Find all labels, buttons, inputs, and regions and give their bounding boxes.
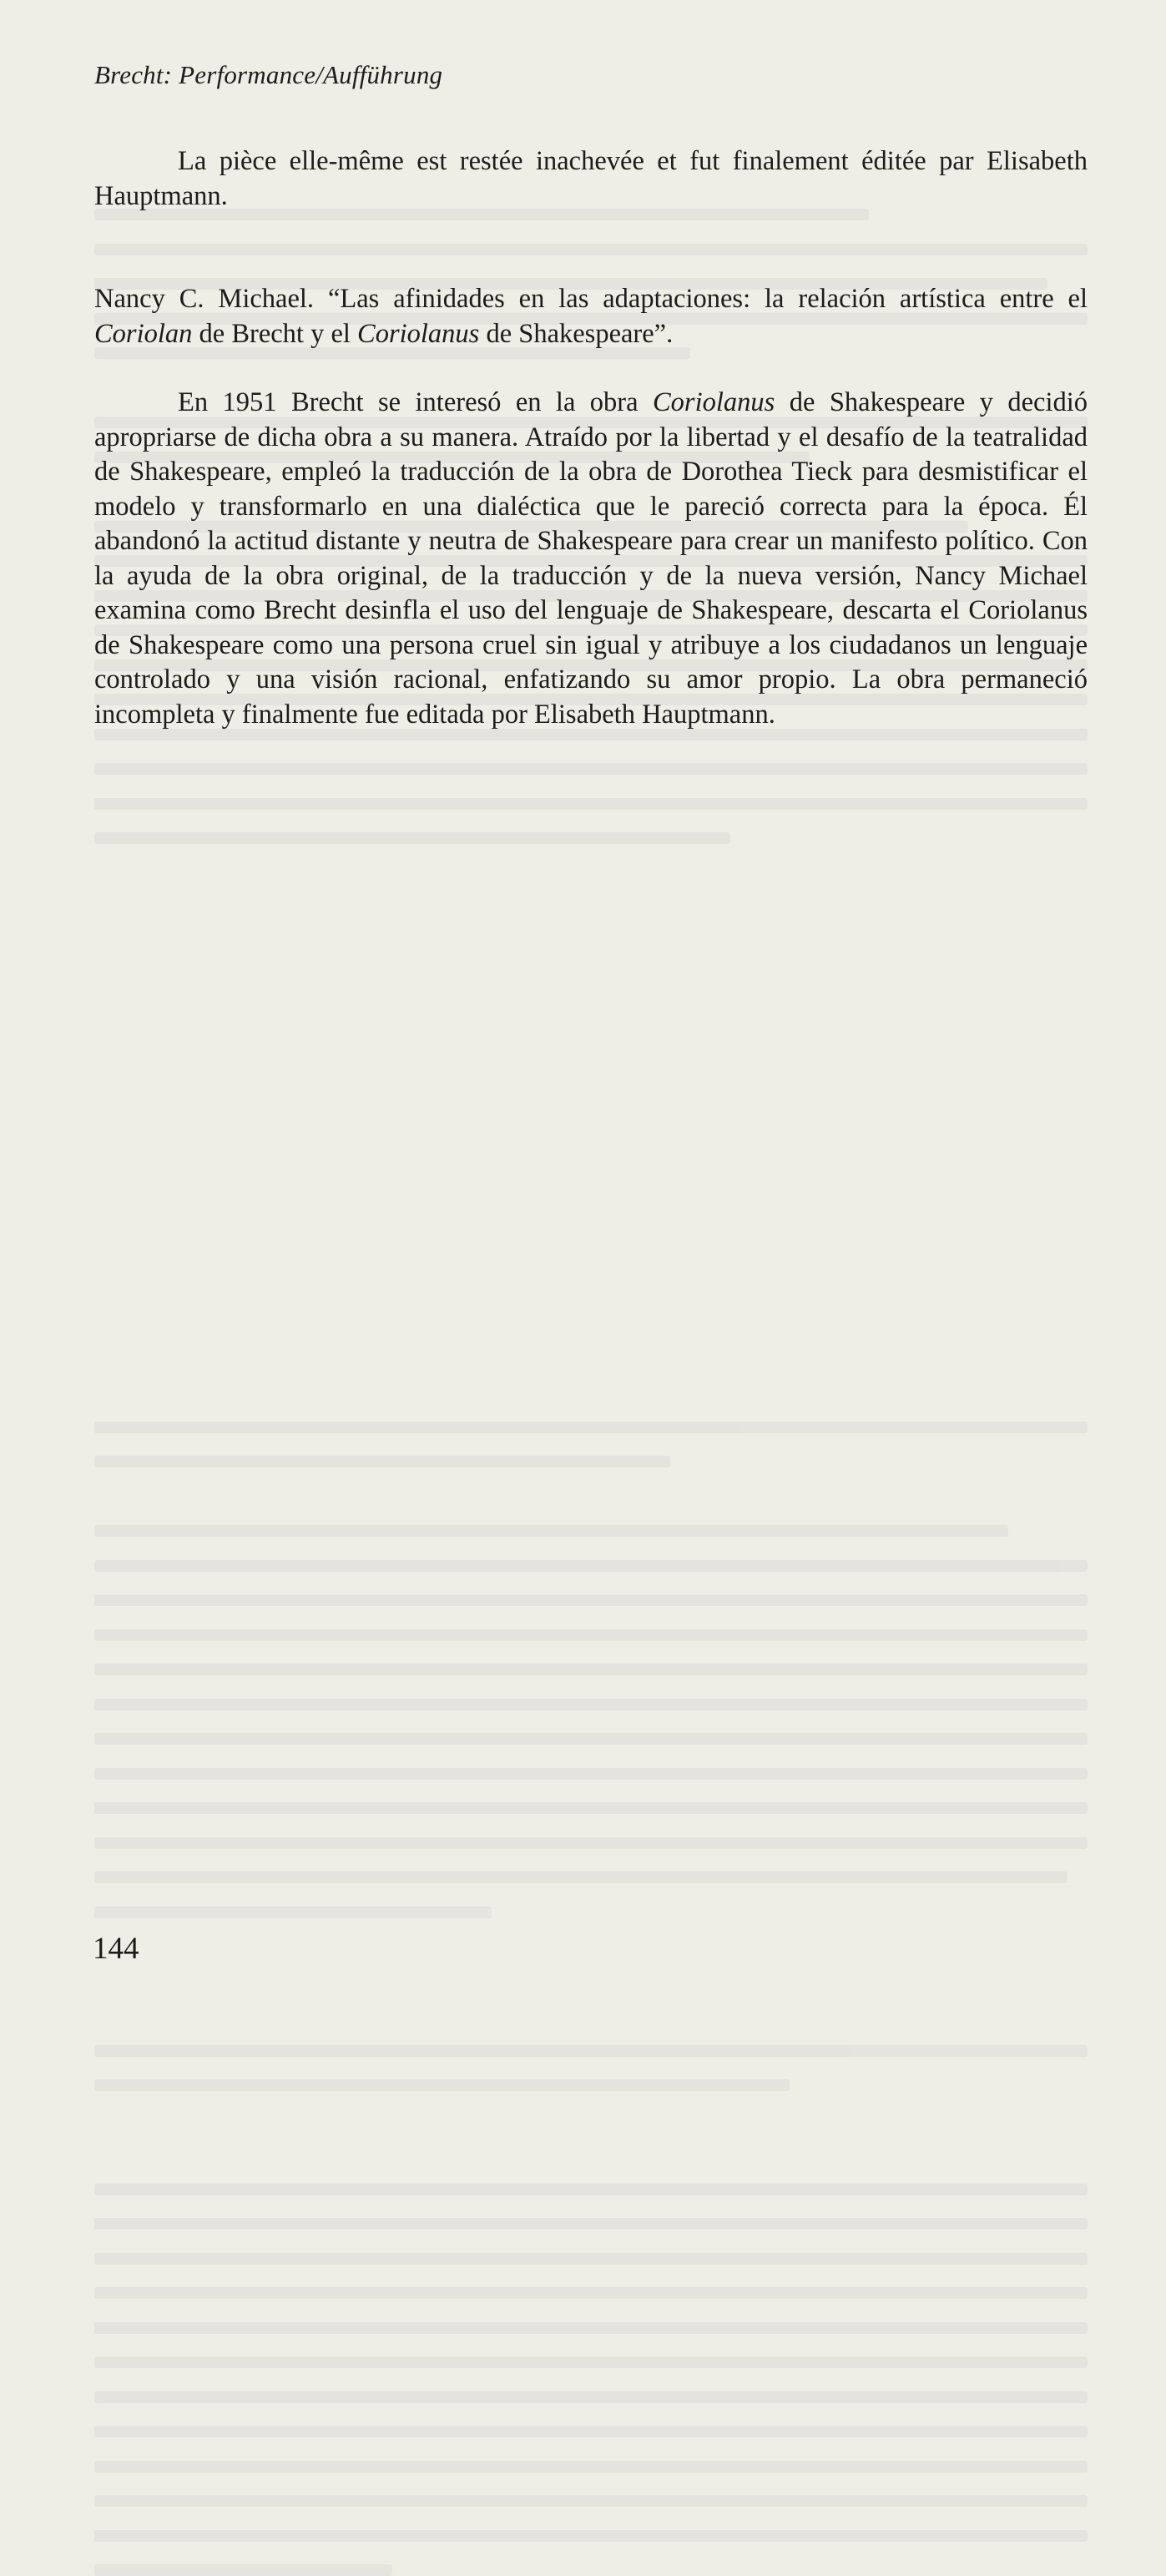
show-through-line: [94, 1699, 1088, 1710]
show-through-line: [94, 2287, 1088, 2299]
show-through-line: [94, 2079, 790, 2091]
show-through-line: [94, 2461, 1088, 2472]
citation-author: Nancy C. Michael.: [94, 284, 315, 314]
show-through-line: [94, 1907, 492, 1918]
show-through-line: [94, 1837, 1088, 1849]
show-through-line: [94, 798, 1088, 810]
citation-title-start: “Las afinidades en las adaptaciones: la relación artística entre el: [327, 284, 1088, 314]
show-through-line: [94, 2426, 1088, 2437]
show-through-line: [94, 1802, 1088, 1814]
running-title: Brecht: Performance/Aufführung: [94, 60, 443, 89]
show-through-line: [94, 1664, 1088, 1675]
show-through-line: [94, 1629, 1088, 1641]
abstract-paragraph: [94, 386, 1088, 732]
citation-title-mid: de Brecht y el: [199, 318, 351, 349]
show-through-line: [94, 1871, 1068, 1883]
show-through-line: [94, 2495, 1088, 2507]
show-through-line: [94, 2564, 392, 2576]
show-through-line: [94, 1733, 1088, 1745]
citation-title-end: de Shakespeare”.: [486, 318, 674, 349]
citation-work-coriolan: Coriolan: [94, 318, 193, 349]
show-through-line: [94, 2184, 1088, 2195]
show-through-line: [94, 1768, 1088, 1780]
show-through-line: [94, 1594, 1088, 1606]
abstract-text-rest: de Shakespeare y decidió apropriarse de dicha obra a su manera. Atraído por la libertad y el desafío de la teatralidad de Shakespeare, empleó la traducción de la obra de Dorothea Tieck para desmistificar el modelo y transformarlo en una dialéctica que le pareció correcta para la época. Él abandonó la actitud distante y neutra de Shakespeare para crear un manifesto político. Con la ayuda de la obra original, de la traducción y de la nueva versión, Nancy Michael examina como Brecht desinfla el uso del lenguaje de Shakespeare, descarta el Coriolanus de Shakespeare como una persona cruel sin igual y atribuye a los ciudadanos un lenguaje controlado y una visión racional, enfatizando su amor propio. La obra permaneció incompleta y finalmente fue editada por Elisabeth Hauptmann.: [94, 387, 1088, 730]
show-through-line: [94, 2392, 1088, 2403]
show-through-line: [94, 763, 1088, 775]
show-through-line: [94, 2322, 1088, 2334]
show-through-line: [94, 2253, 1088, 2265]
show-through-line: [94, 2045, 1088, 2057]
show-through-line: [94, 1525, 1008, 1537]
show-through-line: [94, 832, 730, 844]
citation-paragraph: [94, 282, 1088, 351]
show-through-line: [94, 244, 1088, 255]
citation-work-coriolanus: Coriolanus: [357, 318, 480, 349]
show-through-line: [94, 1560, 1088, 1572]
abstract-work-coriolanus: Coriolanus: [653, 387, 775, 417]
show-through-line: [94, 2356, 1088, 2368]
show-through-line: [94, 1422, 1088, 1433]
french-note-paragraph: La pièce elle-même est restée inachevée et fut finalement éditée par Elisabeth Hauptmann.: [94, 146, 1088, 211]
show-through-line: [94, 2218, 1088, 2230]
page-number: 144: [93, 1932, 139, 1966]
show-through-line: [94, 2530, 1088, 2542]
show-through-line: [94, 1456, 670, 1467]
abstract-text-start: En 1951 Brecht se interesó en la obra: [178, 387, 639, 417]
